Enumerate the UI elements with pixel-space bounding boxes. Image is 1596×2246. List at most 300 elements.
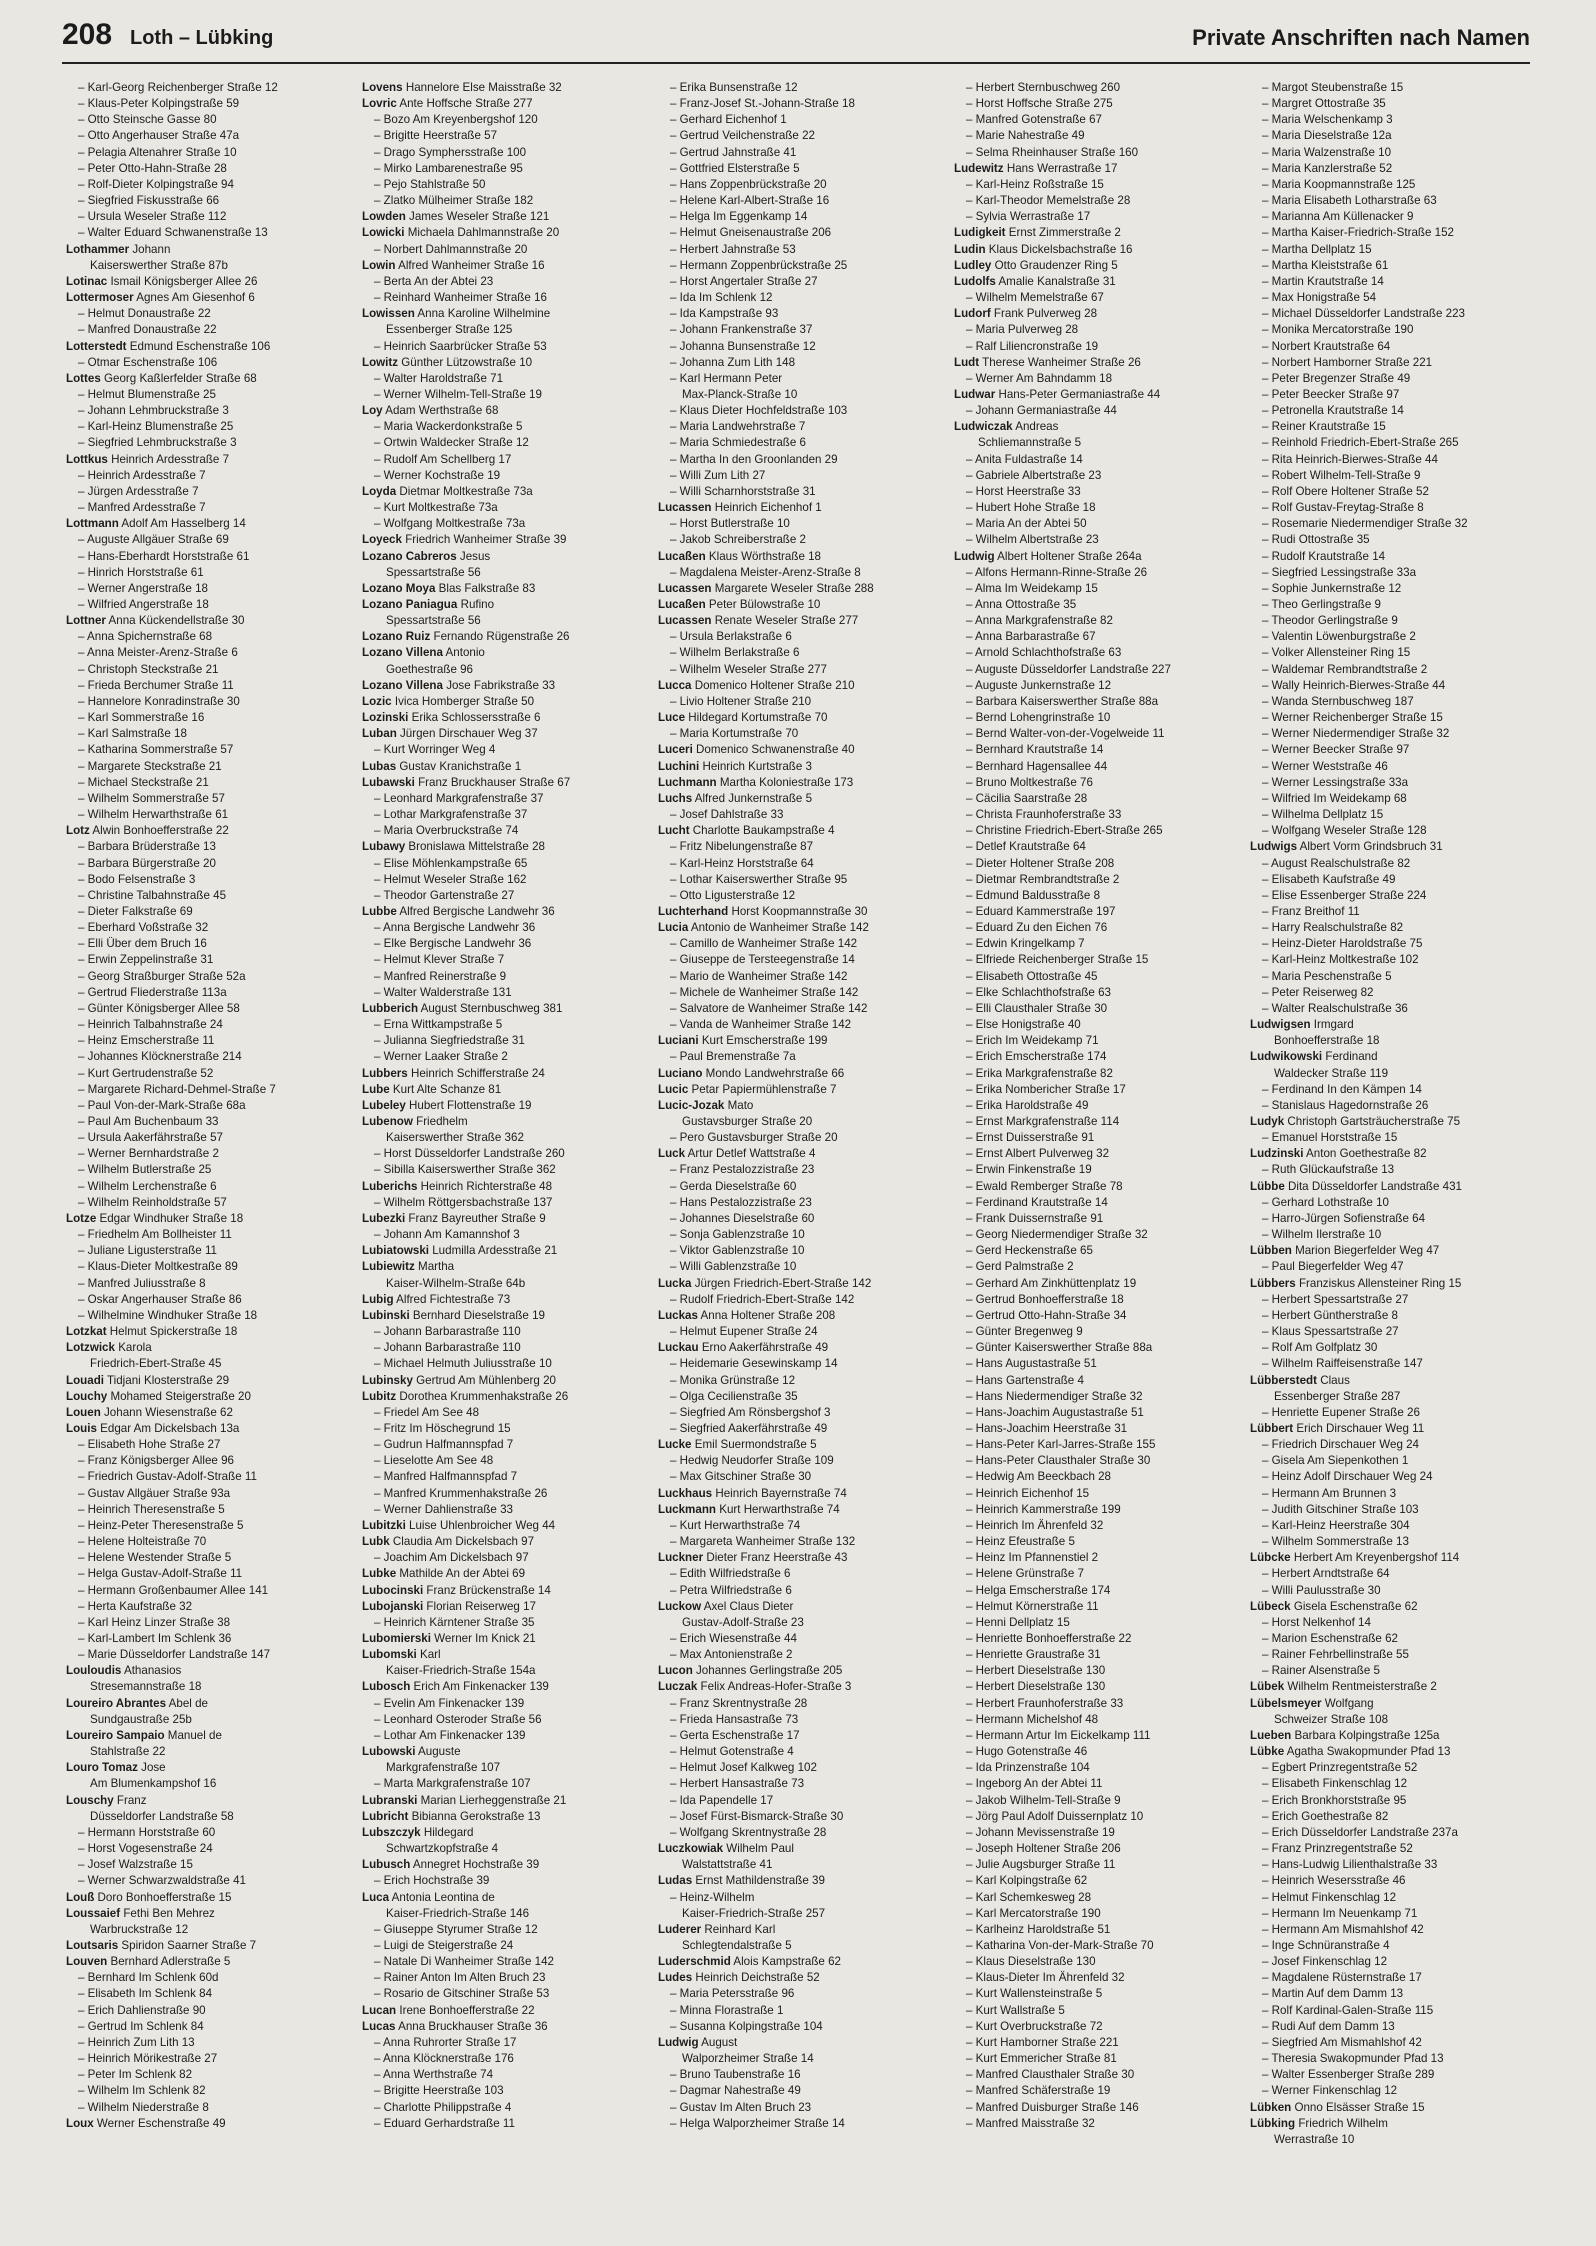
entry-details: – Dietmar Rembrandtstraße 2 xyxy=(966,872,1120,886)
entry-details: – Sonja Gablenzstraße 10 xyxy=(670,1228,805,1242)
entry-details: – Evelin Am Finkenacker 139 xyxy=(374,1696,525,1710)
entry-details: – Rainer Fehrbellinstraße 55 xyxy=(1262,1648,1409,1662)
entry-details: – Henni Dellplatz 15 xyxy=(966,1615,1070,1629)
directory-entry xyxy=(1250,339,1532,355)
entry-details: – Helmut Körnerstraße 11 xyxy=(966,1599,1099,1613)
directory-entry xyxy=(66,1001,348,1017)
entry-details: – Heinz Im Pfannenstiel 2 xyxy=(966,1551,1099,1565)
entry-details: Karola xyxy=(114,1341,152,1355)
entry-details: – Karl-Heinz Roßstraße 15 xyxy=(966,177,1104,191)
directory-entry xyxy=(66,597,348,613)
directory-entry xyxy=(1250,872,1532,888)
directory-entry xyxy=(362,1986,644,2002)
directory-entry xyxy=(954,2035,1236,2051)
directory-entry-continuation xyxy=(362,1760,644,1776)
directory-entry-surname xyxy=(362,1243,644,1259)
directory-entry xyxy=(1250,1857,1532,1873)
directory-entry-surname xyxy=(954,161,1236,177)
directory-entry xyxy=(1250,694,1532,710)
surname: Lucan xyxy=(362,2003,397,2017)
entry-details: – Henriette Graustraße 31 xyxy=(966,1648,1101,1662)
entry-details: – Josef Finkenschlag 12 xyxy=(1262,1955,1388,1969)
entry-details: Helmut Spickerstraße 18 xyxy=(106,1325,238,1339)
directory-entry xyxy=(658,225,940,241)
entry-details: – Friedhelm Am Bollheister 11 xyxy=(78,1228,232,1242)
entry-details: – Johann Barbarastraße 110 xyxy=(374,1341,521,1355)
directory-column-3 xyxy=(658,80,940,2132)
entry-details: Claudia Am Dickelsbach 97 xyxy=(389,1535,535,1549)
entry-details: – Franz Skrentnystraße 28 xyxy=(670,1696,808,1710)
directory-entry-continuation xyxy=(1250,1712,1532,1728)
entry-details: – Hubert Hohe Straße 18 xyxy=(966,501,1096,515)
entry-details: – Rudolf Friedrich-Ebert-Straße 142 xyxy=(670,1292,855,1306)
entry-details: – Martha Kaiser-Friedrich-Straße 152 xyxy=(1262,226,1455,240)
directory-entry-surname xyxy=(362,775,644,791)
directory-entry xyxy=(658,1017,940,1033)
directory-entry-surname xyxy=(66,1340,348,1356)
entry-details: – Horst Heerstraße 33 xyxy=(966,484,1081,498)
entry-details: – Ortwin Waldecker Straße 12 xyxy=(374,436,529,450)
directory-entry xyxy=(954,1986,1236,2002)
directory-entry xyxy=(954,1049,1236,1065)
directory-entry xyxy=(954,1195,1236,1211)
entry-details: – Minna Florastraße 1 xyxy=(670,2003,784,2017)
entry-details: Fethi Ben Mehrez xyxy=(120,1906,215,1920)
entry-details: – Werner Laaker Straße 2 xyxy=(374,1050,508,1064)
entry-details: Bronislawa Mittelstraße 28 xyxy=(405,840,545,854)
entry-details: – Hans-Joachim Heerstraße 31 xyxy=(966,1421,1128,1435)
entry-details: – Hedwig Am Beeckbach 28 xyxy=(966,1470,1112,1484)
entry-details: Hildegard Kortumstraße 70 xyxy=(685,711,828,725)
directory-entry xyxy=(1250,856,1532,872)
directory-entry xyxy=(658,242,940,258)
directory-entry xyxy=(954,1825,1236,1841)
directory-entry xyxy=(362,823,644,839)
directory-entry xyxy=(362,128,644,144)
directory-entry xyxy=(362,371,644,387)
directory-entry-surname xyxy=(362,1890,644,1906)
entry-details: – Walter Essenberger Straße 289 xyxy=(1262,2068,1435,2082)
entry-details: – Helene Holteistraße 70 xyxy=(78,1535,207,1549)
directory-entry xyxy=(66,112,348,128)
directory-entry xyxy=(66,1986,348,2002)
directory-entry-surname xyxy=(362,355,644,371)
entry-details: – Siegfried Am Rönsbergshof 3 xyxy=(670,1405,831,1419)
entry-details: Claus xyxy=(1317,1373,1350,1387)
directory-entry xyxy=(658,1566,940,1582)
directory-entry xyxy=(66,1502,348,1518)
entry-details: – Otmar Eschenstraße 106 xyxy=(78,355,218,369)
surname: Louen xyxy=(66,1405,101,1419)
directory-entry xyxy=(362,985,644,1001)
entry-details: – Werner Reichenberger Straße 15 xyxy=(1262,711,1443,725)
surname: Lucka xyxy=(658,1276,692,1290)
directory-entry xyxy=(954,629,1236,645)
entry-details: – Auguste Junkernstraße 12 xyxy=(966,678,1112,692)
entry-details: Schwartzkopfstraße 4 xyxy=(386,1842,499,1856)
directory-entry xyxy=(658,1631,940,1647)
entry-details: Therese Wanheimer Straße 26 xyxy=(979,355,1141,369)
entry-details: – Martha Kleiststraße 61 xyxy=(1262,258,1389,272)
directory-entry xyxy=(658,435,940,451)
entry-details: – Kurt Herwarthstraße 74 xyxy=(670,1518,801,1532)
entry-details: – Reiner Krautstraße 15 xyxy=(1262,420,1386,434)
entry-details: Jürgen Dirschauer Weg 37 xyxy=(396,727,538,741)
directory-entry-surname xyxy=(1250,1373,1532,1389)
directory-entry-surname xyxy=(362,1518,644,1534)
directory-entry-surname xyxy=(66,274,348,290)
entry-details: – Werner Am Bahndamm 18 xyxy=(966,371,1113,385)
entry-details: – Karl Hermann Peter xyxy=(670,371,783,385)
directory-entry-surname xyxy=(362,678,644,694)
directory-entry xyxy=(954,128,1236,144)
entry-details: – Pejo Stahlstraße 50 xyxy=(374,177,486,191)
directory-entry xyxy=(66,435,348,451)
surname: Luck xyxy=(658,1147,686,1161)
entry-details: Marion Biegerfelder Weg 47 xyxy=(1291,1244,1440,1258)
directory-entry-surname xyxy=(362,710,644,726)
directory-entry xyxy=(66,872,348,888)
directory-entry-surname xyxy=(66,1373,348,1389)
entry-details: – Gertrud Bonhoefferstraße 18 xyxy=(966,1292,1124,1306)
directory-entry-surname xyxy=(66,1211,348,1227)
directory-entry-continuation xyxy=(362,1906,644,1922)
directory-entry-surname xyxy=(658,742,940,758)
directory-entry xyxy=(66,1437,348,1453)
entry-details: – Elisabeth Finkenschlag 12 xyxy=(1262,1777,1408,1791)
directory-entry xyxy=(362,1712,644,1728)
entry-details: – Helmut Josef Kalkweg 102 xyxy=(670,1761,817,1775)
directory-entry xyxy=(658,662,940,678)
directory-entry xyxy=(362,2051,644,2067)
entry-details: – Heinz Efeustraße 5 xyxy=(966,1535,1075,1549)
entry-details: – Horst Düsseldorfer Landstraße 260 xyxy=(374,1147,565,1161)
directory-entry xyxy=(66,145,348,161)
entry-details: – Frieda Berchumer Straße 11 xyxy=(78,678,234,692)
entry-details: – Helmut Donaustraße 22 xyxy=(78,307,211,321)
directory-entry-surname xyxy=(66,1793,348,1809)
entry-details: Amalie Kanalstraße 31 xyxy=(995,274,1116,288)
directory-entry xyxy=(66,952,348,968)
entry-details: – Helmut Weseler Straße 162 xyxy=(374,872,527,886)
directory-entry-surname xyxy=(66,1938,348,1954)
directory-entry xyxy=(954,726,1236,742)
directory-entry-continuation xyxy=(658,2051,940,2067)
directory-entry xyxy=(954,1890,1236,1906)
entry-details: – Rainer Alsenstraße 5 xyxy=(1262,1664,1380,1678)
directory-entry xyxy=(362,920,644,936)
directory-entry-surname xyxy=(66,613,348,629)
directory-entry xyxy=(66,969,348,985)
directory-entry xyxy=(658,856,940,872)
surname: Lubitzki xyxy=(362,1518,406,1532)
entry-details: Kaiser-Friedrich-Straße 154a xyxy=(386,1664,536,1678)
directory-entry xyxy=(954,96,1236,112)
directory-entry xyxy=(362,452,644,468)
surname: Luchs xyxy=(658,791,693,805)
entry-details: – Barbara Kaiserswerther Straße 88a xyxy=(966,694,1159,708)
entry-details: Jose xyxy=(137,1761,166,1775)
directory-entry xyxy=(954,1017,1236,1033)
entry-details: – Edwin Kringelkamp 7 xyxy=(966,937,1085,951)
entry-details: – Michele de Wanheimer Straße 142 xyxy=(670,985,859,999)
surname: Louro Tomaz xyxy=(66,1761,138,1775)
entry-details: Horst Koopmannstraße 30 xyxy=(728,904,868,918)
entry-details: – Salvatore de Wanheimer Straße 142 xyxy=(670,1001,868,1015)
directory-entry xyxy=(1250,1518,1532,1534)
directory-entry xyxy=(658,1259,940,1275)
entry-details: – Heinrich Talbahnstraße 24 xyxy=(78,1018,223,1032)
directory-entry xyxy=(1250,225,1532,241)
entry-details: – Hinrich Horststraße 61 xyxy=(78,565,204,579)
entry-details: – Johann Lehmbruckstraße 3 xyxy=(78,404,229,418)
entry-details: – Klaus-Dieter Im Ährenfeld 32 xyxy=(966,1971,1125,1985)
surname: Lovric xyxy=(362,97,397,111)
entry-details: Peter Bülowstraße 10 xyxy=(705,598,821,611)
directory-entry xyxy=(66,306,348,322)
surname: Lowin xyxy=(362,258,396,272)
entry-details: – Henriette Bonhoefferstraße 22 xyxy=(966,1632,1132,1645)
surname: Lucke xyxy=(658,1438,692,1452)
entry-details: – Jörg Paul Adolf Duissernplatz 10 xyxy=(966,1809,1144,1823)
entry-details: – Jakob Wilhelm-Tell-Straße 9 xyxy=(966,1793,1121,1807)
entry-details: – Franz Breithof 11 xyxy=(1262,904,1360,918)
entry-details: Felix Andreas-Hofer-Straße 3 xyxy=(697,1680,852,1694)
entry-details: Antonio xyxy=(442,646,485,660)
entry-details: Ivica Homberger Straße 50 xyxy=(391,694,535,708)
entry-details: Kurt Herwarthstraße 74 xyxy=(715,1502,840,1516)
surname: Lubberich xyxy=(362,1001,419,1015)
directory-entry xyxy=(954,1776,1236,1792)
entry-details: – Bernd Lohengrinstraße 10 xyxy=(966,711,1111,725)
entry-details: – Kurt Hamborner Straße 221 xyxy=(966,2035,1119,2049)
directory-entry xyxy=(1250,1534,1532,1550)
directory-entry xyxy=(658,128,940,144)
entry-details: Gisela Eschenstraße 62 xyxy=(1290,1599,1418,1613)
directory-entry-surname xyxy=(658,1873,940,1889)
surname: Loureiro Sampaio xyxy=(66,1728,165,1742)
directory-entry xyxy=(1250,726,1532,742)
directory-entry-continuation xyxy=(66,1809,348,1825)
entry-details: Friedrich-Ebert-Straße 45 xyxy=(90,1357,222,1371)
entry-details: – Theo Gerlingstraße 9 xyxy=(1262,598,1382,611)
directory-entry xyxy=(954,209,1236,225)
entry-details: – Bernd Walter-von-der-Vogelweide 11 xyxy=(966,727,1165,741)
directory-entry xyxy=(66,2051,348,2067)
directory-entry xyxy=(1250,1841,1532,1857)
surname: Luckas xyxy=(658,1308,698,1322)
entry-details: Bernhard Dieselstraße 19 xyxy=(409,1308,545,1322)
entry-details: – Rosemarie Niedermendiger Straße 32 xyxy=(1262,517,1468,531)
entry-details: Alfred Wanheimer Straße 16 xyxy=(395,258,545,272)
entry-details: – Heinz-Peter Theresenstraße 5 xyxy=(78,1518,244,1532)
entry-details: – Ingeborg An der Abtei 11 xyxy=(966,1777,1103,1791)
directory-entry xyxy=(658,1405,940,1421)
entry-details: – Sophie Junkernstraße 12 xyxy=(1262,581,1402,595)
entry-details: Bonhoefferstraße 18 xyxy=(1274,1034,1380,1048)
entry-details: – Ferdinand Krautstraße 14 xyxy=(966,1195,1108,1209)
entry-details: – Manfred Krummenhakstraße 26 xyxy=(374,1486,548,1500)
surname: Lubke xyxy=(362,1567,397,1581)
surname: Luberichs xyxy=(362,1179,418,1193)
entry-details: Spessartstraße 56 xyxy=(386,614,481,628)
entry-details: – Dagmar Nahestraße 49 xyxy=(670,2084,801,2098)
directory-entry xyxy=(954,1308,1236,1324)
entry-details: Ismail Königsberger Allee 26 xyxy=(107,274,258,288)
directory-entry xyxy=(66,1082,348,1098)
directory-entry xyxy=(66,80,348,96)
entry-details: – Willi Gablenzstraße 10 xyxy=(670,1260,797,1274)
entry-details: – Wilhelm Butlerstraße 25 xyxy=(78,1163,212,1177)
entry-details: – Anna Ruhrorter Straße 17 xyxy=(374,2035,517,2049)
entry-details: – Gerhard Lothstraße 10 xyxy=(1262,1195,1389,1209)
entry-details: – Wilhelm Im Schlenk 82 xyxy=(78,2084,206,2098)
directory-entry xyxy=(954,2019,1236,2035)
directory-entry xyxy=(362,2083,644,2099)
directory-entry xyxy=(362,2035,644,2051)
entry-details: – Karl-Theodor Memelstraße 28 xyxy=(966,194,1131,208)
entry-details: – Maria Overbruckstraße 74 xyxy=(374,824,519,838)
directory-column-4 xyxy=(954,80,1236,2132)
entry-details: – Karl-Lambert Im Schlenk 36 xyxy=(78,1632,232,1645)
directory-entry xyxy=(1250,1873,1532,1889)
directory-entry-surname xyxy=(1250,1114,1532,1130)
directory-entry xyxy=(658,629,940,645)
surname: Luczkowiak xyxy=(658,1842,724,1856)
surname: Lübbert xyxy=(1250,1421,1294,1435)
directory-entry-continuation xyxy=(362,1841,644,1857)
directory-entry xyxy=(954,565,1236,581)
entry-details: – Camillo de Wanheimer Straße 142 xyxy=(670,937,858,951)
entry-details: – Wally Heinrich-Bierwes-Straße 44 xyxy=(1262,678,1446,692)
directory-entry xyxy=(658,1793,940,1809)
directory-entry xyxy=(66,807,348,823)
directory-entry xyxy=(954,1744,1236,1760)
directory-entry xyxy=(954,759,1236,775)
surname: Louschy xyxy=(66,1793,114,1807)
directory-entry xyxy=(1250,2083,1532,2099)
directory-entry-surname xyxy=(362,96,644,112)
entry-details: – Walter Eduard Schwanenstraße 13 xyxy=(78,226,268,240)
entry-details: Hans Werrastraße 17 xyxy=(1003,161,1118,175)
entry-details: Manuel de xyxy=(164,1728,222,1742)
entry-details: – Heinz Emscherstraße 11 xyxy=(78,1034,215,1048)
directory-entry-surname xyxy=(362,629,644,645)
entry-details: – Helmut Finkenschlag 12 xyxy=(1262,1890,1397,1904)
entry-details: Herbert Am Kreyenbergshof 114 xyxy=(1290,1551,1460,1565)
surname: Lübken xyxy=(1250,2100,1292,2114)
directory-entry xyxy=(954,1486,1236,1502)
directory-entry-surname xyxy=(362,549,644,565)
entry-details: – Paul Biegerfelder Weg 47 xyxy=(1262,1260,1404,1274)
directory-entry xyxy=(362,888,644,904)
directory-entry-surname xyxy=(658,823,940,839)
surname: Lübben xyxy=(1250,1244,1292,1258)
directory-entry xyxy=(954,2116,1236,2132)
entry-details: Michaela Dahlmannstraße 20 xyxy=(404,226,560,240)
directory-entry xyxy=(1250,532,1532,548)
entry-details: – Herbert Hansastraße 73 xyxy=(670,1777,805,1791)
entry-details: Walporzheimer Straße 14 xyxy=(682,2052,814,2066)
directory-entry xyxy=(954,1663,1236,1679)
directory-entry xyxy=(954,1211,1236,1227)
entry-details: – Klaus Spessartstraße 27 xyxy=(1262,1325,1399,1339)
entry-details: – Inge Schnüranstraße 4 xyxy=(1262,1938,1390,1952)
entry-details: – Elke Schlachthofstraße 63 xyxy=(966,985,1112,999)
entry-details: Werrastraße 10 xyxy=(1274,2132,1355,2146)
surname: Loussaief xyxy=(66,1906,121,1920)
directory-entry xyxy=(1250,1453,1532,1469)
directory-entry-continuation xyxy=(362,662,644,678)
directory-entry xyxy=(66,2067,348,2083)
directory-entry xyxy=(658,807,940,823)
entry-details: – Gabriele Albertstraße 23 xyxy=(966,468,1102,482)
entry-details: Erno Aakerfährstraße 49 xyxy=(698,1341,829,1355)
directory-entry-continuation xyxy=(66,1679,348,1695)
entry-details: – Franz Pestalozzistraße 23 xyxy=(670,1163,815,1177)
entry-details: – Werner Bernhardstraße 2 xyxy=(78,1147,219,1161)
surname: Luckhaus xyxy=(658,1486,713,1500)
entry-details: Spiridon Saarner Straße 7 xyxy=(118,1938,257,1952)
entry-details: – Josef Dahlstraße 33 xyxy=(670,808,784,822)
entry-details: – Friedrich Gustav-Adolf-Straße 11 xyxy=(78,1470,257,1484)
entry-details: Adam Werthstraße 68 xyxy=(382,404,499,418)
surname: Luckner xyxy=(658,1551,704,1565)
entry-details: – Jakob Schreiberstraße 2 xyxy=(670,533,806,547)
directory-entry xyxy=(362,2116,644,2132)
directory-entry-surname xyxy=(66,2116,348,2132)
entry-details: Jesus xyxy=(456,549,491,563)
entry-details: – Anna Werthstraße 74 xyxy=(374,2068,494,2082)
directory-entry xyxy=(954,581,1236,597)
directory-column-1 xyxy=(66,80,348,2132)
directory-entry-surname xyxy=(658,1970,940,1986)
entry-details: Alfred Junkernstraße 5 xyxy=(692,791,813,805)
directory-entry xyxy=(658,209,940,225)
directory-entry xyxy=(1250,128,1532,144)
directory-entry xyxy=(66,1243,348,1259)
entry-details: – Karl-Heinz Horststraße 64 xyxy=(670,856,814,870)
entry-details: – Brigitte Heerstraße 57 xyxy=(374,129,498,143)
directory-entry xyxy=(658,1469,940,1485)
directory-entry xyxy=(66,419,348,435)
directory-entry xyxy=(362,1954,644,1970)
directory-entry xyxy=(954,936,1236,952)
directory-entry-surname xyxy=(362,1809,644,1825)
directory-entry xyxy=(658,888,940,904)
entry-details: – Heinrich Eichenhof 15 xyxy=(966,1486,1090,1500)
entry-details: Gustavsburger Straße 20 xyxy=(682,1115,813,1128)
directory-entry xyxy=(66,694,348,710)
surname: Lotzwick xyxy=(66,1341,115,1355)
entry-details: – Margret Ottostraße 35 xyxy=(1262,97,1386,111)
directory-entry-surname xyxy=(1250,2116,1532,2132)
directory-entry-surname xyxy=(362,1631,644,1647)
entry-details: – Oskar Angerhauser Straße 86 xyxy=(78,1292,242,1306)
directory-entry xyxy=(954,1356,1236,1372)
entry-details: – August Realschulstraße 82 xyxy=(1262,856,1411,870)
entry-details: – Gisela Am Siepenkothen 1 xyxy=(1262,1454,1409,1468)
surname: Ludwikowski xyxy=(1250,1050,1323,1064)
directory-entry-surname xyxy=(658,1486,940,1502)
directory-entry xyxy=(954,145,1236,161)
entry-details: – Wanda Sternbuschweg 187 xyxy=(1262,694,1414,708)
surname: Ludigkeit xyxy=(954,226,1006,240)
directory-entry xyxy=(66,1825,348,1841)
directory-entry xyxy=(1250,904,1532,920)
entry-details: – Berta An der Abtei 23 xyxy=(374,274,494,288)
directory-entry xyxy=(1250,1647,1532,1663)
